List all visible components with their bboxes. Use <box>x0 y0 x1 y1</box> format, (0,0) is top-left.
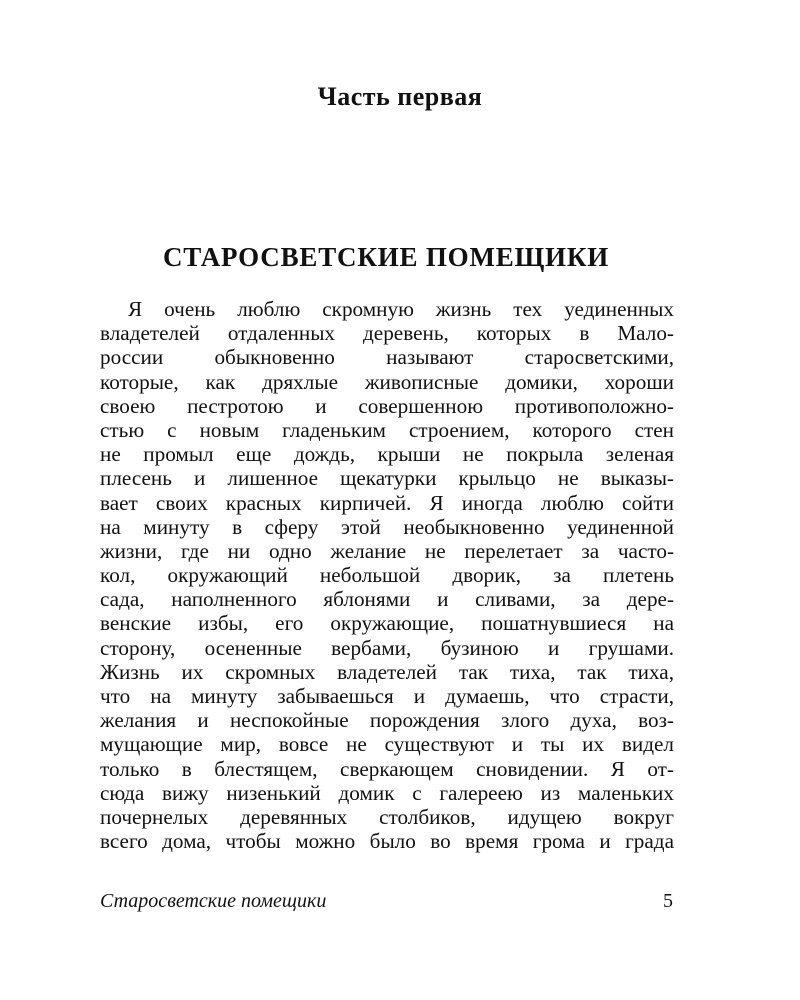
text-line: сада, наполненного яблонями и сливами, за дере- <box>100 587 674 612</box>
text-line: сюда вижу низенький домик с галереею из маленьких <box>100 780 674 805</box>
footer-running-title: Старосветские помещики <box>100 890 327 912</box>
text-line: вает своих красных кирпичей. Я иногда люблю сойти <box>100 490 674 515</box>
text-line: не промыл еще дождь, крыши не покрыла зеленая <box>100 442 674 467</box>
page-number: 5 <box>663 890 673 912</box>
part-title: Часть первая <box>317 82 483 111</box>
text-line: которые, как дряхлые живописные домики, хороши <box>100 369 674 394</box>
text-line: Я очень люблю скромную жизнь тех уединенных <box>128 297 674 321</box>
text-line: мущающие мир, вовсе не существуют и ты их видел <box>100 732 674 757</box>
chapter-title: СТАРОСВЕТСКИЕ ПОМЕЩИКИ <box>162 242 609 272</box>
text-line: всего дома, чтобы можно было во время грома и града <box>100 829 674 854</box>
text-line: только в блестящем, сверкающем сновидении. Я от- <box>100 756 674 781</box>
text-line: россии обыкновенно называют старосветскими, <box>100 345 674 370</box>
text-line: плесень и лишенное щекатурки крыльцо не выказы- <box>100 466 674 491</box>
text-line: сторону, осененные вербами, бузиною и грушами. <box>100 635 674 660</box>
body-text <box>100 297 674 853</box>
text-line: стью с новым гладеньким строением, которого стен <box>100 417 674 442</box>
text-line: своею пестротою и совершенною противоположно- <box>100 393 674 418</box>
text-line: венские избы, его окружающие, пошатнувшиеся на <box>100 611 674 636</box>
text-line: что на минуту забываешься и думаешь, что страсти, <box>100 684 674 708</box>
text-line: жизни, где ни одно желание не перелетает за часто- <box>100 538 674 563</box>
text-line: почернелых деревянных столбиков, идущею вокруг <box>100 804 674 829</box>
text-line: кол, окружающий небольшой дворик, за плетень <box>100 563 674 588</box>
text-line: владетелей отдаленных деревень, которых в Мало- <box>100 321 674 346</box>
text-line: на минуту в сферу этой необыкновенно уединенной <box>100 514 674 539</box>
text-line: Жизнь их скромных владетелей так тиха, так тиха, <box>100 659 674 684</box>
text-line: желания и неспокойные порождения злого духа, воз- <box>100 708 674 733</box>
